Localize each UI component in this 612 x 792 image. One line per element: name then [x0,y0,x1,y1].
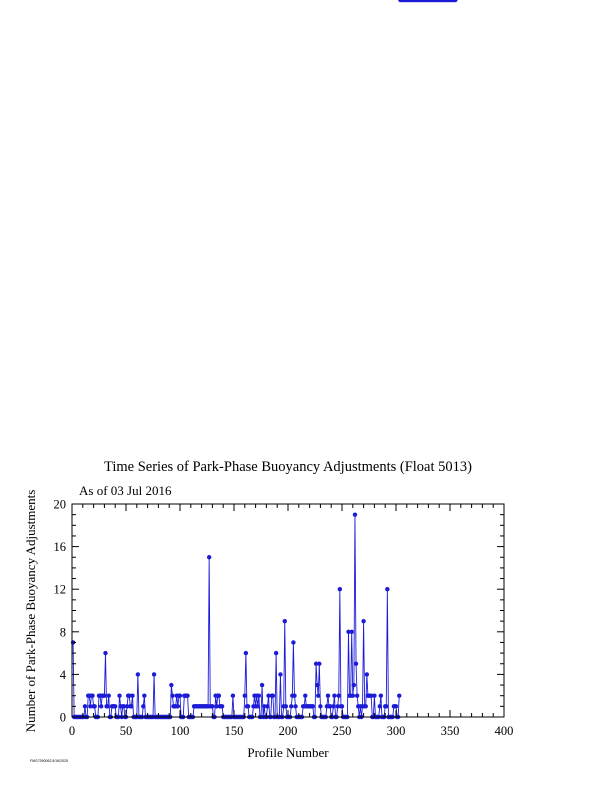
data-point [278,672,282,676]
data-point [365,672,369,676]
y-tick-label: 20 [53,497,66,512]
data-point [220,704,224,708]
data-point [378,704,382,708]
data-point [283,619,287,623]
data-point [271,694,275,698]
chart-subtitle: As of 03 Jul 2016 [79,483,172,498]
data-point [185,694,189,698]
data-point [352,683,356,687]
data-point [90,694,94,698]
data-point [265,704,269,708]
data-point [217,694,221,698]
data-point [257,694,261,698]
data-point [397,694,401,698]
data-point [331,704,335,708]
data-point [107,694,111,698]
data-point [141,704,145,708]
data-point [338,587,342,591]
plot-frame [72,504,504,717]
data-point [244,651,248,655]
data-point [372,694,376,698]
data-point [289,704,293,708]
data-point [274,651,278,655]
data-point [129,704,133,708]
data-point [337,694,341,698]
data-point [292,694,296,698]
data-point [354,662,358,666]
data-point [384,704,388,708]
y-tick-label: 16 [53,540,66,555]
data-point [293,704,297,708]
chart-title: Time Series of Park-Phase Buoyancy Adjustments (Float 5013) [104,459,472,475]
data-point [303,694,307,698]
data-point [385,587,389,591]
data-point [178,694,182,698]
x-tick-label: 350 [440,724,460,738]
data-point [117,694,121,698]
x-tick-label: 400 [494,724,514,738]
data-series [71,0,458,719]
x-tick-label: 100 [170,724,190,738]
data-point [136,672,140,676]
data-point [231,694,235,698]
data-point [102,694,106,698]
x-axis-label: Profile Number [247,745,329,760]
x-tick-label: 200 [278,724,298,738]
data-point [105,704,109,708]
data-point [311,704,315,708]
data-point [243,694,247,698]
data-point [351,694,355,698]
data-point [364,704,368,708]
x-tick-label: 150 [224,724,244,738]
data-point [353,512,357,516]
y-tick-label: 0 [59,710,66,725]
data-point [394,704,398,708]
data-point [379,694,383,698]
x-tick-label: 300 [386,724,406,738]
data-point [152,672,156,676]
data-point [83,704,87,708]
data-point [318,704,322,708]
data-point [350,630,354,634]
data-point [103,651,107,655]
data-point [210,704,214,708]
data-point [113,704,117,708]
data-point [284,704,288,708]
data-point [291,640,295,644]
data-point [256,704,260,708]
data-point [332,694,336,698]
data-point [315,683,319,687]
data-point [316,694,320,698]
y-axis-label: Number of Park-Phase Buoyancy Adjustments [23,489,38,733]
data-point [260,683,264,687]
x-tick-label: 0 [68,724,76,738]
y-tick-label: 4 [59,667,66,682]
data-point [246,704,250,708]
series-line [73,515,399,717]
data-point [176,704,180,708]
footer-label: FMG7090063 5/16/2025 [30,759,68,763]
y-tick-label: 12 [53,582,66,597]
data-point [99,704,103,708]
data-point [317,662,321,666]
data-point [92,704,96,708]
data-point [142,694,146,698]
data-point [340,704,344,708]
data-point [326,694,330,698]
data-point [170,694,174,698]
x-tick-label: 250 [332,724,352,738]
data-point [207,555,211,559]
data-point [355,694,359,698]
data-point [361,619,365,623]
x-tick-label: 50 [119,724,133,738]
data-point [169,683,173,687]
y-tick-label: 8 [59,625,66,640]
data-point [130,694,134,698]
